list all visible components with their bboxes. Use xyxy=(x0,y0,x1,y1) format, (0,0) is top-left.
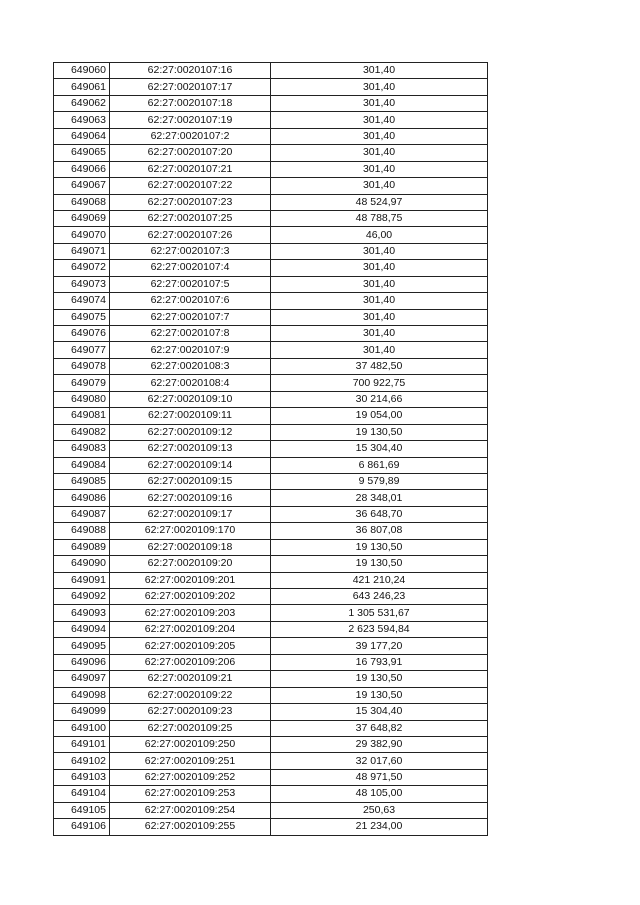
cadastral-number-cell: 62:27:0020107:17 xyxy=(110,79,271,95)
row-id-cell: 649098 xyxy=(54,687,110,703)
row-id-cell: 649079 xyxy=(54,375,110,391)
cadastral-number-cell: 62:27:0020109:206 xyxy=(110,654,271,670)
value-cell: 19 130,50 xyxy=(271,424,488,440)
cadastral-number-cell: 62:27:0020109:170 xyxy=(110,523,271,539)
cadastral-number-cell: 62:27:0020107:6 xyxy=(110,293,271,309)
cadastral-number-cell: 62:27:0020109:10 xyxy=(110,391,271,407)
table-row xyxy=(54,128,488,144)
value-cell: 46,00 xyxy=(271,227,488,243)
table-row xyxy=(54,391,488,407)
table-body xyxy=(54,63,488,836)
cadastral-number-cell: 62:27:0020109:251 xyxy=(110,753,271,769)
value-cell: 301,40 xyxy=(271,95,488,111)
table-row xyxy=(54,704,488,720)
table-row xyxy=(54,539,488,555)
table-row xyxy=(54,145,488,161)
value-cell: 700 922,75 xyxy=(271,375,488,391)
table-row xyxy=(54,342,488,358)
table-row xyxy=(54,556,488,572)
cadastral-number-cell: 62:27:0020107:8 xyxy=(110,326,271,342)
row-id-cell: 649084 xyxy=(54,457,110,473)
value-cell: 19 130,50 xyxy=(271,539,488,555)
value-cell: 19 054,00 xyxy=(271,408,488,424)
table-row xyxy=(54,786,488,802)
cadastral-number-cell: 62:27:0020109:205 xyxy=(110,638,271,654)
table-row xyxy=(54,819,488,835)
row-id-cell: 649103 xyxy=(54,769,110,785)
row-id-cell: 649069 xyxy=(54,210,110,226)
value-cell: 48 524,97 xyxy=(271,194,488,210)
cadastral-number-cell: 62:27:0020109:255 xyxy=(110,819,271,835)
table-row xyxy=(54,638,488,654)
value-cell: 301,40 xyxy=(271,161,488,177)
value-cell: 19 130,50 xyxy=(271,556,488,572)
value-cell: 36 648,70 xyxy=(271,506,488,522)
value-cell: 301,40 xyxy=(271,128,488,144)
value-cell: 301,40 xyxy=(271,112,488,128)
cadastral-number-cell: 62:27:0020109:250 xyxy=(110,736,271,752)
row-id-cell: 649061 xyxy=(54,79,110,95)
cadastral-number-cell: 62:27:0020109:253 xyxy=(110,786,271,802)
cadastral-number-cell: 62:27:0020108:4 xyxy=(110,375,271,391)
cadastral-number-cell: 62:27:0020107:22 xyxy=(110,178,271,194)
row-id-cell: 649078 xyxy=(54,358,110,374)
cadastral-number-cell: 62:27:0020109:203 xyxy=(110,605,271,621)
cadastral-number-cell: 62:27:0020109:14 xyxy=(110,457,271,473)
table-row xyxy=(54,687,488,703)
value-cell: 16 793,91 xyxy=(271,654,488,670)
table-row xyxy=(54,178,488,194)
cadastral-number-cell: 62:27:0020107:23 xyxy=(110,194,271,210)
cadastral-number-cell: 62:27:0020109:22 xyxy=(110,687,271,703)
row-id-cell: 649088 xyxy=(54,523,110,539)
table-row xyxy=(54,621,488,637)
value-cell: 1 305 531,67 xyxy=(271,605,488,621)
row-id-cell: 649095 xyxy=(54,638,110,654)
table-row xyxy=(54,112,488,128)
row-id-cell: 649068 xyxy=(54,194,110,210)
row-id-cell: 649075 xyxy=(54,309,110,325)
value-cell: 37 482,50 xyxy=(271,358,488,374)
cadastral-number-cell: 62:27:0020107:25 xyxy=(110,210,271,226)
value-cell: 6 861,69 xyxy=(271,457,488,473)
cadastral-number-cell: 62:27:0020109:23 xyxy=(110,704,271,720)
table-row xyxy=(54,654,488,670)
table-row xyxy=(54,227,488,243)
table-row xyxy=(54,260,488,276)
table-row xyxy=(54,769,488,785)
value-cell: 32 017,60 xyxy=(271,753,488,769)
row-id-cell: 649090 xyxy=(54,556,110,572)
table-row xyxy=(54,441,488,457)
value-cell: 301,40 xyxy=(271,342,488,358)
table-row xyxy=(54,736,488,752)
table-row xyxy=(54,720,488,736)
value-cell: 301,40 xyxy=(271,293,488,309)
row-id-cell: 649097 xyxy=(54,671,110,687)
value-cell: 19 130,50 xyxy=(271,687,488,703)
row-id-cell: 649105 xyxy=(54,802,110,818)
cadastral-number-cell: 62:27:0020107:20 xyxy=(110,145,271,161)
row-id-cell: 649096 xyxy=(54,654,110,670)
cadastral-number-cell: 62:27:0020107:7 xyxy=(110,309,271,325)
value-cell: 421 210,24 xyxy=(271,572,488,588)
value-cell: 301,40 xyxy=(271,276,488,292)
row-id-cell: 649080 xyxy=(54,391,110,407)
cadastral-number-cell: 62:27:0020108:3 xyxy=(110,358,271,374)
cadastral-number-cell: 62:27:0020109:25 xyxy=(110,720,271,736)
table-row xyxy=(54,490,488,506)
row-id-cell: 649093 xyxy=(54,605,110,621)
value-cell: 301,40 xyxy=(271,260,488,276)
row-id-cell: 649089 xyxy=(54,539,110,555)
cadastral-number-cell: 62:27:0020109:254 xyxy=(110,802,271,818)
table-row xyxy=(54,523,488,539)
row-id-cell: 649085 xyxy=(54,473,110,489)
value-cell: 36 807,08 xyxy=(271,523,488,539)
value-cell: 15 304,40 xyxy=(271,704,488,720)
row-id-cell: 649087 xyxy=(54,506,110,522)
table-row xyxy=(54,506,488,522)
table-row xyxy=(54,243,488,259)
value-cell: 9 579,89 xyxy=(271,473,488,489)
value-cell: 301,40 xyxy=(271,79,488,95)
value-cell: 48 971,50 xyxy=(271,769,488,785)
value-cell: 48 788,75 xyxy=(271,210,488,226)
table-row xyxy=(54,194,488,210)
value-cell: 301,40 xyxy=(271,145,488,161)
value-cell: 301,40 xyxy=(271,178,488,194)
value-cell: 250,63 xyxy=(271,802,488,818)
value-cell: 30 214,66 xyxy=(271,391,488,407)
row-id-cell: 649106 xyxy=(54,819,110,835)
table-row xyxy=(54,457,488,473)
cadastral-number-cell: 62:27:0020107:2 xyxy=(110,128,271,144)
cadastral-number-cell: 62:27:0020107:5 xyxy=(110,276,271,292)
row-id-cell: 649070 xyxy=(54,227,110,243)
table-row xyxy=(54,326,488,342)
row-id-cell: 649063 xyxy=(54,112,110,128)
value-cell: 28 348,01 xyxy=(271,490,488,506)
value-cell: 37 648,82 xyxy=(271,720,488,736)
table-row xyxy=(54,95,488,111)
row-id-cell: 649073 xyxy=(54,276,110,292)
cadastral-number-cell: 62:27:0020109:252 xyxy=(110,769,271,785)
cadastral-number-cell: 62:27:0020109:13 xyxy=(110,441,271,457)
table-row xyxy=(54,358,488,374)
cadastral-number-cell: 62:27:0020109:12 xyxy=(110,424,271,440)
cadastral-number-cell: 62:27:0020109:17 xyxy=(110,506,271,522)
cadastral-number-cell: 62:27:0020107:21 xyxy=(110,161,271,177)
table-row xyxy=(54,375,488,391)
row-id-cell: 649060 xyxy=(54,63,110,79)
table-row xyxy=(54,671,488,687)
cadastral-number-cell: 62:27:0020109:21 xyxy=(110,671,271,687)
row-id-cell: 649092 xyxy=(54,589,110,605)
value-cell: 19 130,50 xyxy=(271,671,488,687)
row-id-cell: 649099 xyxy=(54,704,110,720)
table-row xyxy=(54,276,488,292)
cadastral-number-cell: 62:27:0020109:202 xyxy=(110,589,271,605)
cadastral-number-cell: 62:27:0020107:26 xyxy=(110,227,271,243)
value-cell: 29 382,90 xyxy=(271,736,488,752)
row-id-cell: 649066 xyxy=(54,161,110,177)
value-cell: 301,40 xyxy=(271,309,488,325)
table-row xyxy=(54,408,488,424)
value-cell: 15 304,40 xyxy=(271,441,488,457)
row-id-cell: 649062 xyxy=(54,95,110,111)
table-row xyxy=(54,161,488,177)
table-row xyxy=(54,572,488,588)
table-row xyxy=(54,79,488,95)
row-id-cell: 649094 xyxy=(54,621,110,637)
row-id-cell: 649076 xyxy=(54,326,110,342)
value-cell: 48 105,00 xyxy=(271,786,488,802)
row-id-cell: 649086 xyxy=(54,490,110,506)
table-row xyxy=(54,589,488,605)
value-cell: 39 177,20 xyxy=(271,638,488,654)
table-row xyxy=(54,605,488,621)
row-id-cell: 649064 xyxy=(54,128,110,144)
row-id-cell: 649100 xyxy=(54,720,110,736)
table-row xyxy=(54,210,488,226)
table-row xyxy=(54,753,488,769)
cadastral-number-cell: 62:27:0020109:15 xyxy=(110,473,271,489)
cadastral-number-cell: 62:27:0020107:9 xyxy=(110,342,271,358)
cadastral-number-cell: 62:27:0020109:16 xyxy=(110,490,271,506)
row-id-cell: 649104 xyxy=(54,786,110,802)
row-id-cell: 649074 xyxy=(54,293,110,309)
cadastral-value-table xyxy=(53,62,488,836)
row-id-cell: 649071 xyxy=(54,243,110,259)
row-id-cell: 649077 xyxy=(54,342,110,358)
table-row xyxy=(54,63,488,79)
cadastral-number-cell: 62:27:0020109:201 xyxy=(110,572,271,588)
value-cell: 301,40 xyxy=(271,326,488,342)
cadastral-number-cell: 62:27:0020107:18 xyxy=(110,95,271,111)
row-id-cell: 649083 xyxy=(54,441,110,457)
cadastral-number-cell: 62:27:0020109:11 xyxy=(110,408,271,424)
table-row xyxy=(54,802,488,818)
cadastral-number-cell: 62:27:0020107:16 xyxy=(110,63,271,79)
row-id-cell: 649072 xyxy=(54,260,110,276)
table-row xyxy=(54,424,488,440)
row-id-cell: 649065 xyxy=(54,145,110,161)
table-row xyxy=(54,293,488,309)
cadastral-number-cell: 62:27:0020107:3 xyxy=(110,243,271,259)
table-row xyxy=(54,309,488,325)
row-id-cell: 649067 xyxy=(54,178,110,194)
value-cell: 301,40 xyxy=(271,243,488,259)
cadastral-number-cell: 62:27:0020107:4 xyxy=(110,260,271,276)
cadastral-number-cell: 62:27:0020109:204 xyxy=(110,621,271,637)
value-cell: 21 234,00 xyxy=(271,819,488,835)
row-id-cell: 649101 xyxy=(54,736,110,752)
cadastral-number-cell: 62:27:0020107:19 xyxy=(110,112,271,128)
row-id-cell: 649081 xyxy=(54,408,110,424)
cadastral-number-cell: 62:27:0020109:18 xyxy=(110,539,271,555)
row-id-cell: 649091 xyxy=(54,572,110,588)
value-cell: 301,40 xyxy=(271,63,488,79)
row-id-cell: 649102 xyxy=(54,753,110,769)
cadastral-number-cell: 62:27:0020109:20 xyxy=(110,556,271,572)
table-row xyxy=(54,473,488,489)
value-cell: 2 623 594,84 xyxy=(271,621,488,637)
row-id-cell: 649082 xyxy=(54,424,110,440)
value-cell: 643 246,23 xyxy=(271,589,488,605)
